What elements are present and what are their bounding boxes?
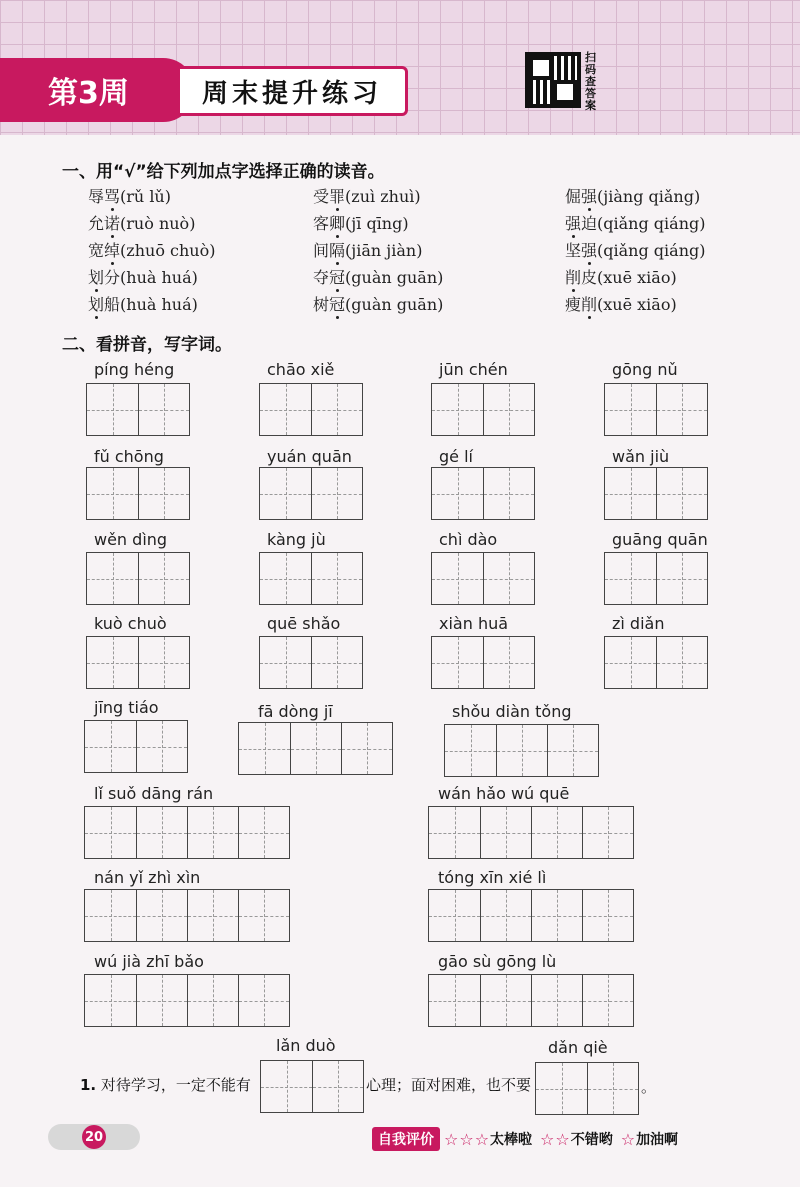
writing-box[interactable] — [259, 383, 363, 436]
sentence-end: 。 — [641, 1078, 657, 1096]
rating-good: 不错哟 — [570, 1132, 613, 1148]
pinyin-label: wěn dìng — [94, 530, 168, 549]
pinyin-label: tóng xīn xié lì — [438, 868, 547, 887]
writing-box[interactable] — [431, 467, 535, 520]
pinyin-label: chì dào — [439, 530, 498, 549]
pinyin-label: wǎn jiù — [612, 447, 670, 466]
pinyin-label: wán hǎo wú quē — [438, 784, 570, 803]
reading-item[interactable]: 划船(huà huá) — [88, 295, 198, 314]
writing-box[interactable] — [259, 467, 363, 520]
reading-item[interactable]: 间隔(jiān jiàn) — [313, 241, 423, 260]
star-icon[interactable]: ☆ — [459, 1129, 474, 1149]
pinyin-label: xiàn huā — [439, 614, 509, 633]
pinyin-label: gāo sù gōng lù — [438, 952, 557, 971]
pinyin-label: wú jià zhī bǎo — [94, 952, 204, 971]
pinyin-label: gōng nǔ — [612, 360, 678, 379]
writing-box[interactable] — [431, 383, 535, 436]
star-icon[interactable]: ☆ — [474, 1129, 490, 1149]
pinyin-label: quē shǎo — [267, 614, 341, 633]
reading-item[interactable]: 夺冠(guàn guān) — [313, 268, 444, 287]
reading-item[interactable]: 瘦削(xuē xiāo) — [565, 295, 677, 314]
reading-item[interactable]: 客卿(jī qīng) — [313, 214, 409, 233]
writing-box[interactable] — [86, 383, 190, 436]
reading-item[interactable]: 允诺(ruò nuò) — [88, 214, 196, 233]
writing-box[interactable] — [259, 552, 363, 605]
pinyin-label: lǐ suǒ dāng rán — [94, 784, 214, 803]
writing-box[interactable] — [86, 552, 190, 605]
page-number: 20 — [82, 1125, 106, 1149]
pinyin-label: yuán quān — [267, 447, 352, 466]
pinyin-label: guāng quān — [612, 530, 708, 549]
reading-item[interactable]: 辱骂(rǔ lǔ) — [88, 187, 171, 206]
sentence-number: 1. 对待学习，一定不能有 — [80, 1076, 251, 1094]
rating-keep-going: 加油啊 — [636, 1132, 679, 1148]
pinyin-label: píng héng — [94, 360, 175, 379]
writing-box[interactable] — [86, 467, 190, 520]
pinyin-label: zì diǎn — [612, 614, 665, 633]
sentence-part-2: 心理；面对困难，也不要 — [366, 1076, 532, 1094]
reading-item[interactable]: 宽绰(zhuō chuò) — [88, 241, 216, 260]
reading-item[interactable]: 强迫(qiǎng qiáng) — [565, 214, 706, 233]
sentence-writing-box-2[interactable] — [535, 1062, 639, 1115]
sentence-pinyin-2: dǎn qiè — [548, 1038, 608, 1057]
pinyin-label: fā dòng jī — [258, 702, 333, 721]
qr-label: 扫码查答案 — [585, 51, 596, 112]
section2-title: 二、看拼音，写字词。 — [62, 335, 232, 355]
evaluation-tag: 自我评价 — [372, 1127, 440, 1151]
pinyin-label: shǒu diàn tǒng — [452, 702, 572, 721]
reading-item[interactable]: 倔强(jiàng qiǎng) — [565, 187, 701, 206]
writing-box[interactable] — [84, 974, 290, 1027]
reading-item[interactable]: 划分(huà huá) — [88, 268, 198, 287]
star-icon[interactable]: ☆ — [444, 1129, 459, 1149]
writing-box[interactable] — [238, 722, 393, 775]
writing-box[interactable] — [444, 724, 599, 777]
writing-box[interactable] — [604, 636, 708, 689]
week-label: 第3周 — [0, 58, 195, 122]
qr-code-icon[interactable] — [525, 52, 581, 108]
title-banner — [0, 58, 410, 122]
pinyin-label: kàng jù — [267, 530, 326, 549]
writing-box[interactable] — [428, 974, 634, 1027]
page-number-badge — [48, 1124, 140, 1150]
page-title: 周末提升练习 — [180, 66, 408, 116]
pinyin-label: kuò chuò — [94, 614, 167, 633]
sentence-pinyin-1: lǎn duò — [276, 1036, 336, 1055]
pinyin-label: fǔ chōng — [94, 447, 164, 466]
writing-box[interactable] — [428, 889, 634, 942]
pinyin-label: jīng tiáo — [94, 698, 159, 717]
reading-item[interactable]: 树冠(guàn guān) — [313, 295, 444, 314]
writing-box[interactable] — [84, 720, 188, 773]
writing-box[interactable] — [84, 806, 290, 859]
rating-excellent: 太棒啦 — [490, 1132, 533, 1148]
writing-box[interactable] — [431, 636, 535, 689]
writing-box[interactable] — [259, 636, 363, 689]
pinyin-label: gé lí — [439, 447, 473, 466]
writing-box[interactable] — [604, 552, 708, 605]
star-icon[interactable]: ☆ — [555, 1129, 570, 1149]
writing-box[interactable] — [604, 467, 708, 520]
pinyin-label: jūn chén — [439, 360, 508, 379]
star-icon[interactable]: ☆ — [540, 1129, 555, 1149]
pinyin-label: chāo xiě — [267, 360, 335, 379]
section1-title: 一、用“√”给下列加点字选择正确的读音。 — [62, 162, 385, 182]
self-evaluation — [372, 1127, 678, 1151]
reading-item[interactable]: 削皮(xuē xiāo) — [565, 268, 677, 287]
writing-box[interactable] — [431, 552, 535, 605]
pinyin-label: nán yǐ zhì xìn — [94, 868, 201, 887]
reading-item[interactable]: 坚强(qiǎng qiáng) — [565, 241, 706, 260]
writing-box[interactable] — [604, 383, 708, 436]
writing-box[interactable] — [86, 636, 190, 689]
star-icon[interactable]: ☆ — [620, 1129, 636, 1149]
writing-box[interactable] — [84, 889, 290, 942]
sentence-writing-box-1[interactable] — [260, 1060, 364, 1113]
reading-item[interactable]: 受罪(zuì zhuì) — [313, 187, 421, 206]
writing-box[interactable] — [428, 806, 634, 859]
